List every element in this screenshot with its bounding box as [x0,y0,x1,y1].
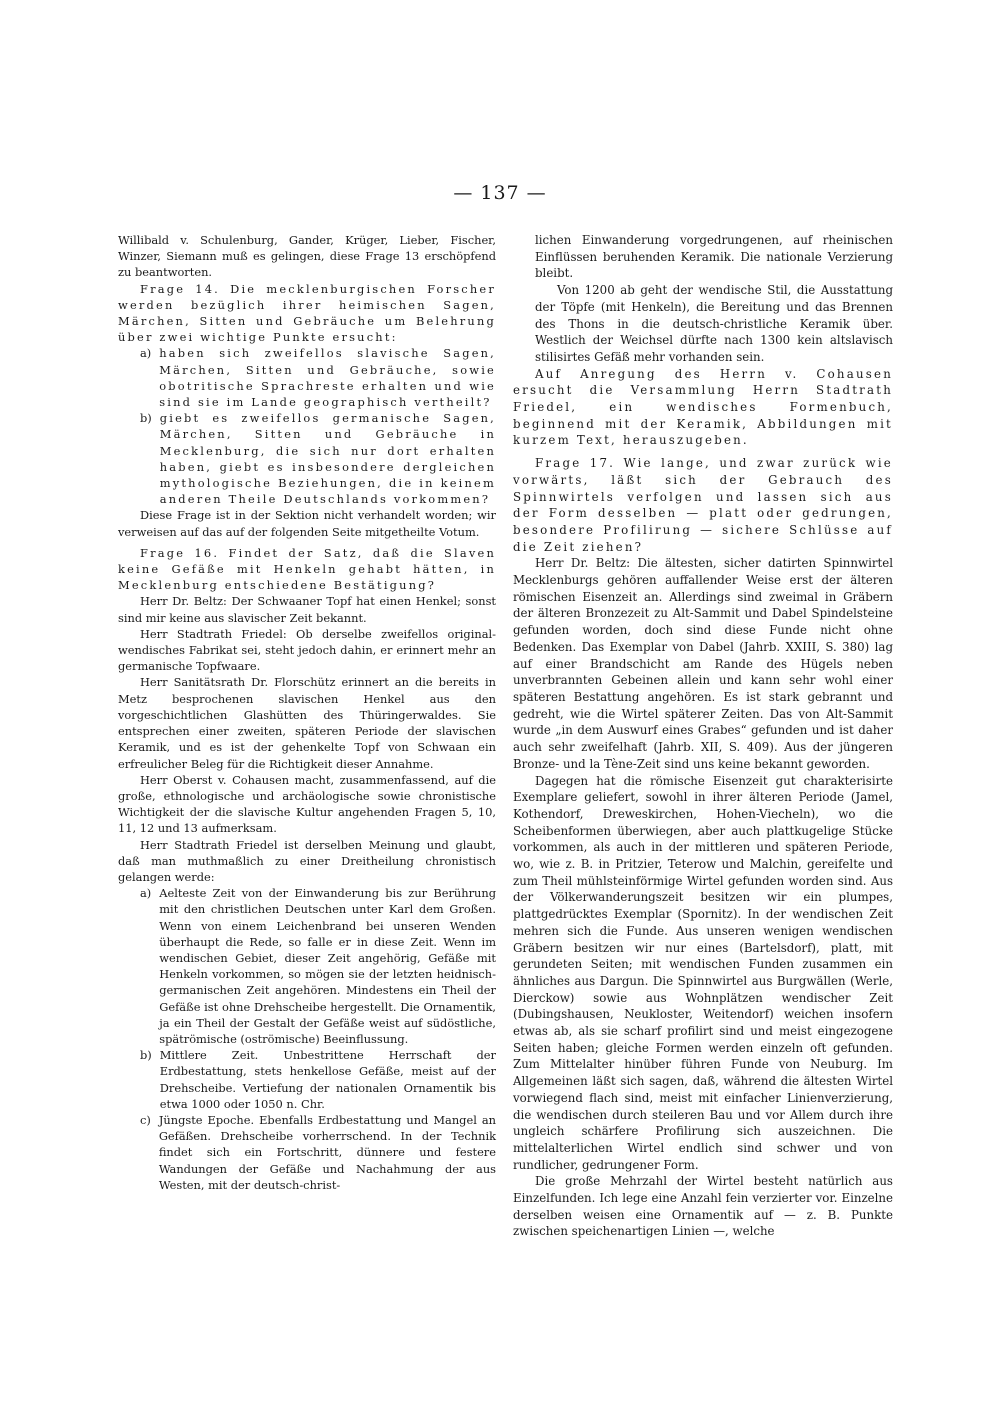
list-item [118,1112,496,1193]
question-16: Frage 16. Findet der Satz, daß die Slaven keine Gefäße mit Henkeln gehabt hätten, in Mecklenburg entschiedene Bestätigung? [118,545,496,593]
paragraph: Diese Frage ist in der Sektion nicht verhandelt worden; wir verweisen auf das auf der folgenden Seite mitgetheilte Votum. [118,508,496,539]
list-label: b) [140,411,152,426]
list-text: Jüngste Epoche. Ebenfalls Erdbestattung und Mangel an Gefäßen. Drehscheibe vorherrschend. In der Technik findet sich ein Fortschritt, dünnere und festere Wandungen der Gefäße und Nachahmung der aus Westen, mit der deutsch-christ- [158,1112,496,1192]
list-label: a) [140,886,152,901]
right-column [513,232,893,1240]
paragraph: lichen Einwanderung vorgedrungenen, auf rheinischen Einflüssen beruhenden Keramik. Die nationale Verzierung bleibt. [535,233,893,281]
list-text: giebt es zweifellos germanische Sagen, Märchen, Sitten und Gebräuche in Mecklenburg, die sich nur dort erhalten haben, giebt es insbesondere dergleichen mythologische Beziehungen, die in keinem anderen Theile Deutschlands vorkommen? [159,411,496,507]
list-label: c) [140,1112,151,1127]
paragraph: Herr Stadtrath Friedel ist derselben Meinung und glaubt, daß man muthmaßlich zu einer Dreitheilung chronistisch gelangen werde: [118,837,496,884]
list-item [118,1047,496,1112]
list-label: b) [140,1048,152,1063]
list-label: a) [140,346,152,361]
list-text: haben sich zweifellos slavische Sagen, Märchen, Sitten und Gebräuche, sowie obotritische Sprachreste erhalten und wie sind sie im Lande geographisch vertheilt? [159,346,496,410]
list-item [118,410,496,507]
paragraph: Die große Mehrzahl der Wirtel besteht natürlich aus Einzelfunden. Ich lege eine Anzahl fein verzierter vor. Einzelne derselben weisen eine Ornamentik auf — z. B. Punkte zwischen speichenartigen Linien —, welche [513,1174,893,1239]
paragraph: Willibald v. Schulenburg, Gander, Krüger, Lieber, Fischer, Winzer, Siemann muß es gelingen, diese Frage 13 erschöpfend zu beantworten. [118,233,496,280]
question-17: Frage 17. Wie lange, und zwar zurück wie vorwärts, läßt sich der Gebrauch des Spinnwirtels verfolgen und lassen sich aus der Form desselben — platt oder gedrungen, besondere Profilirung — sichere Schlüsse auf die Zeit ziehen? [513,456,893,554]
question-14: Frage 14. Die mecklenburgischen Forscher werden bezüglich ihrer heimischen Sagen, Märchen, Sitten und Gebräuche um Belehrung über zwei wichtige Punkte ersucht: [118,281,496,345]
paragraph: Von 1200 ab geht der wendische Stil, die Ausstattung der Töpfe (mit Henkeln), die Bereitung und das Brennen des Thons in die deutsch-christliche Keramik über. Westlich der Weichsel dürfte nach 1300 kein altslavisch stilisirtes Gefäß mehr vorhanden sein. [535,283,893,364]
paragraph: Herr Oberst v. Cohausen macht, zusammenfassend, auf die große, ethnologische und archäologische sowie chronistische Wichtigkeit der die slavische Kultur angehenden Fragen 5, 10, 11, 12 und 13 aufmerksam. [118,772,496,836]
paragraph: Herr Stadtrath Friedel: Ob derselbe zweifellos original-wendisches Fabrikat sei, steht jedoch dahin, er erinnert mehr an germanische Topfwaare. [118,626,496,674]
left-column [118,232,496,1193]
paragraph: Herr Sanitätsrath Dr. Florschütz erinnert an die bereits in Metz besprochenen slavischen Henkel aus den vorgeschichtlichen Glashütten des Thüringerwaldes. Sie entsprechen einer zweiten, späteren Periode der slavischen Keramik, und es ist der gehenkelte Topf von Schwaan ein erfreulicher Beleg für die Richtigkeit dieser Annahme. [118,675,496,771]
list-item [118,345,496,410]
list-text: Mittlere Zeit. Unbestrittene Herrschaft der Erdbestattung, stets henkellose Gefäße, meist auf der Drehscheibe. Vertiefung der nationalen Ornamentik bis etwa 1000 oder 1050 n. Chr. [159,1048,496,1111]
page-number: — 137 — [453,182,547,204]
paragraph: Dagegen hat die römische Eisenzeit gut charakterisirte Exemplare geliefert, sowohl in ihrer älteren Periode (Jamel, Kothendorf, Dreweskirchen, Hohen-Viecheln), wo die Scheibenformen überwiegen, aber auch plattkugelige Stücke vorkommen, als auch in der mittleren und späteren Periode, wo, wie z. B. in Pritzier, Teterow und Malchin, gereifelte und zum Theil mühlsteinförmige Wirtel gefunden worden sind. Aus der Völkerwanderungszeit besitzen wir ein plumpes, plattgedrücktes Exemplar (Spornitz). In der wendischen Zeit mehren sich die Funde. Aus unseren wenigen wendischen Gräbern besitzen wir nur eines (Bartelsdorf), platt, mit gerundeten Seiten; mit wendischen Funden zusammen ein ähnliches aus Dargun. Die Spinnwirtel aus Burgwällen (Werle, Dierckow) sowie aus Wohnplätzen wendischer Zeit (Dubingshausen, Neukloster, Weitendorf) weichen insofern etwas ab, als sie scharf profilirt sind und meist eingezogene Seiten haben; gleiche Formen werden einzeln oft gefunden. Zum Mittelalter hinüber führen Funde von Neuburg. Im Allgemeinen läßt sich sagen, daß, während die ältesten Wirtel vorwiegend flach sind, meist mit einfacher Linienverzierung, die wendischen durch steileren Bau und vor Allem durch ihre ungleich schärfere Profilirung sich auszeichnen. Die mittelalterlichen Wirtel endlich sind schwer und von rundlicher, gedrungener Form. [513,773,893,1172]
paragraph: Auf Anregung des Herrn v. Cohausen ersucht die Versammlung Herrn Stadtrath Friedel, ein wendisches Formenbuch, beginnend mit der Keramik, Abbildungen mit kurzem Text, herauszugeben. [513,366,893,448]
paragraph: Herr Dr. Beltz: Die ältesten, sicher datirten Spinnwirtel Mecklenburgs gehören auffallender Weise erst der älteren römischen Eisenzeit an. Allerdings sind zweimal in Gräbern der älteren Bronzezeit zu Alt-Sammit und Dabel Spindelsteine gefunden worden, doch sind diese Funde nicht ohne Bedenken. Das Exemplar von Dabel (Jahrb. XXIII, S. 380) lag auf einer Brandschicht am Rande des Hügels neben unverbrannten Gebeinen allein und kann sehr wohl einer späteren Bestattung angehören. Es ist stark gebrannt und gedreht, wie die Wirtel späterer Zeiten. Das von Alt-Sammit wurde „in dem Auswurf eines Grabes“ gefunden und ist daher auch sehr zweifelhaft (Jahrb. XII, S. 409). Aus der jüngeren Bronze- und la Tène-Zeit sind uns keine bekannt geworden. [513,556,893,771]
paragraph: Herr Dr. Beltz: Der Schwaaner Topf hat einen Henkel; sonst sind mir keine aus slavischer Zeit bekannt. [118,594,496,625]
list-text: Aelteste Zeit von der Einwanderung bis zur Berührung mit den christlichen Deutschen unter Karl dem Großen. Wenn von einem Leichenbrand bei unseren Wenden überhaupt die Rede, so falle er in diese Zeit. Wenn im wendischen Gebiet, dieser Zeit angehörig, Gefäße mit Henkeln vorkommen, so mögen sie der letzten heidnisch-germanischen Zeit angehören. Mindestens ein Theil der Gefäße ist ohne Drehscheibe hergestellt. Die Ornamentik, ja ein Theil der Gestalt der Gefäße weist auf südöstliche, spätrömische (oströmische) Beeinflussung. [159,886,496,1046]
list-item [118,885,496,1047]
